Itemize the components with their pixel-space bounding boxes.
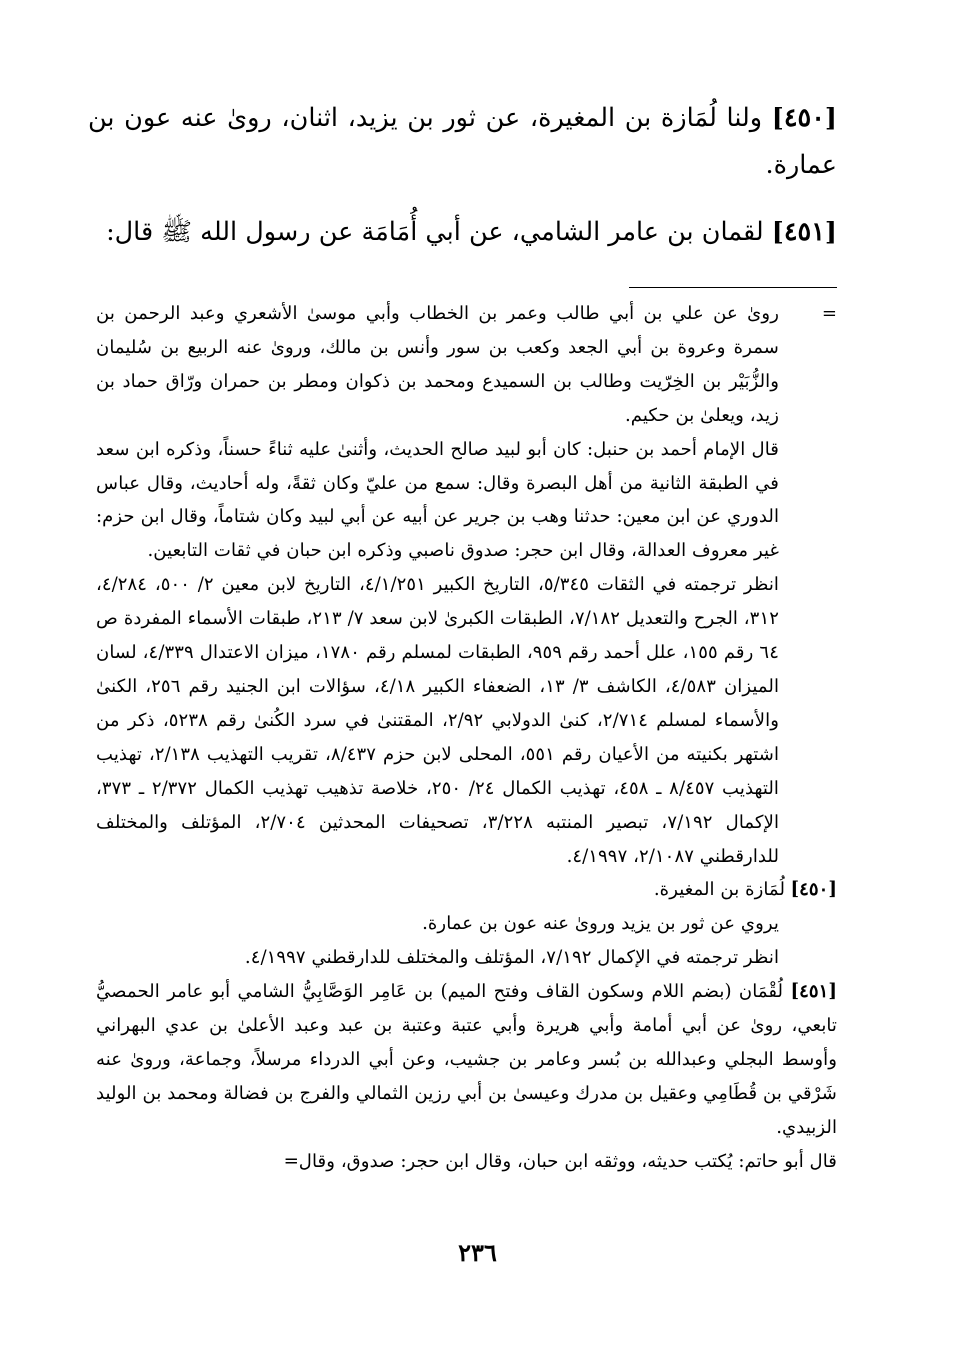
footnote-paragraph: انظر ترجمته في الثقات ٥/٣٤٥، التاريخ الكبير ٤/١/٢٥١، التاريخ لابن معين ٢/ ٥٠٠، ٤/٢٨٤، ٣١٢، الجرح والتعديل ٧/١٨٢، الطبقات الكبرىٰ لابن سعد ٧/ ٢١٣، طبقات الأسماء المفردة ص ٦٤ رقم ١٥٥، علل أحمد رقم ٩٥٩، الطبقات لمسلم رقم ١٧٨٠، ميزان الاعتدال ٤/٣٣٩، لسان الميزان ٤/٥٨٣، الكاشف ٣/ ١٣، الضعفاء الكبير ٤/١٨، سؤالات ابن الجنيد رقم ٢٥٦، الكنىٰ والأسماء لمسلم ٢/٧١٤، كنىٰ الدولابي ٢/٩٢، المقتنىٰ في سرد الكُنىٰ رقم ٥٢٣٨، ذكر من اشتهر بكنيته من الأعيان رقم ٥٥١، المحلى لابن حزم ٨/٤٣٧، تقريب التهذيب ٢/١٣٨، تهذيب التهذيب ٨/٤٥٧ ـ ٤٥٨، تهذيب الكمال ٢٤/ ٢٥٠، خلاصة تذهيب تهذيب الكمال ٢/٣٧٢ ـ ٣٧٣، الإكمال ٧/١٩٢، تبصير المنتبه ٣/٢٢٨، تصحيفات المحدثين ٢/٧٠٤، المؤتلف والمختلف للدارقطني ٢/١٠٨٧، ٤/١٩٩٧. (96, 574, 780, 867)
entry-number: [٤٥١] (771, 217, 837, 247)
continuation-mark: = (821, 303, 837, 324)
entry-450 (88, 95, 837, 189)
footnote-text: لُقْمَان (بضم اللام وسكون القاف وفتح الميم) بن عَامِر الوَصَّابِيُّ الشامي أبو عامر الحمصيُّ تابعي، روىٰ عن أبي أمامة وأبي هريرة وأبي عتبة وعتبة بن عبد وعبد الأعلىٰ بن عدي البهراني وأوسط البجلي وعبدالله بن بُسر وعامر بن جشيب، وعن أبي الدرداء مرسلاً، وجماعة، وروىٰ عنه شَرْقي بن قُطَامِي وعقيل بن مدرك وعيسىٰ بن أبي رزين الثمالي والفرج بن فضالة ومحمد بن الوليد الزبيدي. (96, 981, 837, 1138)
footnote-name: لُمَازة بن المغيرة. (653, 879, 785, 901)
footnotes (96, 297, 837, 1179)
footnote-paragraph: قال الإمام أحمد بن حنبل: كان أبو لبيد صالح الحديث، وأثنىٰ عليه ثناءً حسناً، وذكره ابن سعد في الطبقة الثانية من أهل البصرة وقال: سمع من عليّ وكان ثقةً، وله أحاديث، وقال عباس الدوري عن ابن معين: حدثنا وهب بن جرير عن أبيه عن أبي لبيد وكان شتاماً، وقال ابن حزم: غير معروف العدالة، وقال ابن حجر: صدوق ناصبي وذكره ابن حبان في ثقات التابعين. (96, 438, 779, 562)
footnote-paragraph: قال أبو حاتم: يُكتب حديثه، ووثقه ابن حبان، وقال ابن حجر: صدوق، وقال= (283, 1150, 837, 1172)
entry-number: [٤٥٠] (771, 103, 837, 133)
footnote-number: [٤٥١] (790, 981, 837, 1003)
footnote-paragraph: روىٰ عن علي بن أبي طالب وعمر بن الخطاب وأبي موسىٰ الأشعري وعبد الرحمن بن سمرة وعروة بن أبي الجعد وكعب بن سور وأنس بن مالك، وروىٰ عنه الربيع بن سُليمان والزُّبَيْر بن الخِرّيت وطالب بن السميدع ومحمد بن ذكوان ومطر بن حمران ورّاق حماد بن زيد، ويعلىٰ بن حكيم. (96, 303, 779, 426)
footnote-450-heading (96, 873, 837, 907)
main-text (88, 95, 837, 256)
footnote-separator (629, 287, 837, 288)
entry-text: ولنا لُمَازة بن المغيرة، عن ثور بن يزيد، اثنان، روىٰ عنه عون بن عمارة. (88, 103, 837, 180)
footnote-paragraph: يروي عن ثور بن يزيد وروىٰ عنه عون بن عمارة. (422, 913, 779, 935)
footnote-number: [٤٥٠] (790, 879, 837, 901)
page-number: ٢٣٦ (458, 1238, 497, 1267)
entry-451 (88, 209, 837, 256)
entry-text: لقمان بن عامر الشامي، عن أبي أُمَامَة عن رسول الله ﷺ قال: (106, 217, 764, 247)
footnote-paragraph: انظر ترجمته في الإكمال ٧/١٩٢، المؤتلف والمختلف للدارقطني ٤/١٩٩٧. (244, 947, 779, 969)
footnote-451 (96, 975, 837, 1145)
